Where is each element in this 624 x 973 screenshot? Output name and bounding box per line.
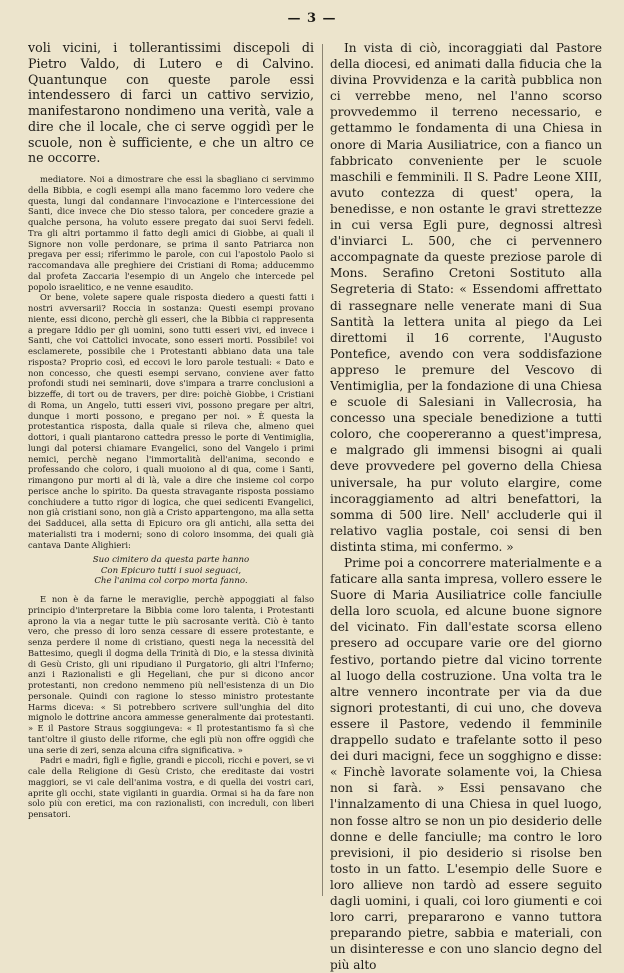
body-paragraph-1: In vista di ciò, incoraggiati dal Pastore della diocesi, ed animati dalla fiducia che la divina Provvidenza e la carità pubblica non ci verrebbe meno, nel l'anno scorso provvedemmo il terreno necessario, e gettammo le fondamenta di una Chiesa in onore di Maria Ausiliatrice, con a fianco un fabbricato conveniente per le scuole maschili e femminili. Il S. Padre Leone XIII, avuto contezza di quest' opera, la benedisse, e non ostante le gravi strettezze in cui versa Egli pure, degnossi altresì d'inviarci L. 500, che ci pervennero accompagnate da queste preziose parole di Mons. Serafino Cretoni Sostituto alla Segreteria di Stato: « Essendomi affrettato di rassegnare nelle venerate mani di Sua Santità la lettera unita al piego da Lei direttomi il 16 corrente, l'Augusto Pontefice, avendo con vera soddisfazione appreso le premure del Vescovo di Ventimiglia, per la fondazione di una Chiesa e scuole di Salesiani in Vallecrosia, ha concesso una speciale benedizione a tutti coloro, che coopereranno a quest'impresa, e malgrado gli immensi bisogni ai quali deve provvedere pel governo della Chiesa universale, ha pur voluto elargire, come incoraggiamento ad altri benefattori, la somma di 500 lire. Nell' accluderle qui il relativo vaglia postale, coi sensi di ben distinta stima, mi confermo. » [330, 41, 602, 554]
footnote-paragraph-1: mediatore. Noi a dimostrare che essi la sbagliano ci servimmo della Bibbia, e cogli esempi alla mano facemmo loro vedere che questa, lungi dal condannare l'invocazione e l'intercessione dei Santi, dice invece che Dio stesso talora, per concedere grazie a qualche persona, ha voluto essere pregato dai suoi Servi fedeli. Tra gli altri portammo il fatto degli amici di Giobbe, ai quali il Signore non volle perdonare, se prima il santo Patriarca non pregava per essi; riferimmo le parole, con cui l'apostolo Paolo si raccomandava alle preghiere dei Cristiani di Roma; adducemmo dal profeta Zaccaria l'esempio di un Angelo che intercede pel popolo israelitico, e ne venne esaudito. [28, 174, 314, 292]
footnote-paragraph-3: E non è da farne le meraviglie, perchè appoggiati al falso principio d'interpretare la Bibbia come loro talenta, i Protestanti aprono la via a negar tutte le più sacrosante verità. Ciò è tanto vero, che presso di loro senza cessare di essere protestante, e senza perdere il nome di cristiano, questi nega la necessità del Battesimo, quegli il dogma della Trinità di Dio, e la stessa divinità di Gesù Cristo, gli uni ripudiano il Purgatorio, gli altri l'Inferno; anzi i Razionalisti e gli Hegeliani, che pur si dicono ancor protestanti, non credono nemmeno più nell'esistenza di un Dio personale. Quindi con ragione lo stesso ministro protestante Harms diceva: « Si potrebbero scrivere sull'unghia del dito mignolo le dottrine ancora ammesse generalmente dai protestanti. » E il Pastore Straus soggiungeva: « Il protestantismo fa sì che tant'oltre il giusto delle riforme, che egli più non offre oggidì che una serie di zeri, senza alcuna cifra significativa. » [28, 594, 314, 755]
left-column [28, 40, 314, 820]
right-column [330, 40, 602, 973]
page-number: — 3 — [287, 11, 337, 26]
dante-quotation [28, 555, 314, 587]
column-divider [322, 44, 323, 896]
poem-line-2: Con Epicuro tutti i suoi seguaci, [100, 565, 242, 576]
poem-line-3: Che l'anima col corpo morta fanno. [94, 576, 248, 587]
poem-line-1: Suo cimitero da questa parte hanno [92, 555, 250, 566]
footnote-block [28, 174, 314, 820]
footnote-paragraph-4: Padri e madri, figli e figlie, grandi e piccoli, ricchi e poveri, se vi cale della Religione di Gesù Cristo, che ereditaste dai vostri maggiori, se vi cale dell'anima vostra, e di quella dei vostri cari, aprite gli occhi, state vigilanti in guardia. Ormai si ha da fare non solo più con eretici, ma con razionalisti, con increduli, con liberi pensatori. [28, 755, 314, 820]
body-paragraph-2: Prime poi a concorrere materialmente e a faticare alla santa impresa, vollero essere le Suore di Maria Ausiliatrice colle fanciulle della loro scuola, ed alcune buone signore del vicinato. Fin dall'estate scorsa elleno presero ad occupare varie ore del giorno festivo, portando pietre dal vicino torrente al luogo della costruzione. Una volta tra le altre vennero incontrate per via da due signori protestanti, di cui uno, che doveva essere il Pastore, vedendo il femminile drappello sudato e trafelante sotto il peso dei duri macigni, fece un sogghigno e disse: « Finchè lavorate solamente voi, la Chiesa non si farà. » Essi pensavano che l'innalzamento di una Chiesa in quel luogo, non fosse altro se non un pio desiderio delle donne e delle fanciulle; ma contro le loro previsioni, il pio desiderio si risolse ben tosto in un fatto. L'esempio delle Suore e loro allieve non tardò ad essere seguito dagli uomini, i quali, coi loro giumenti e coi loro carri, prepararono e vanno tuttora preparando pietre, sabbia e materiali, con un disinteresse e con uno slancio degno del più alto [330, 556, 602, 973]
lead-paragraph: voli vicini, i tollerantissimi discepoli di Pietro Valdo, di Lutero e di Calvino. Quantunque con queste parole essi intendessero di farci un cattivo servizio, manifestarono nondimeno una verità, vale a dire che il locale, che ci serve oggidì per le scuole, non è sufficiente, e che un altro ce ne occorre. [28, 40, 314, 166]
footnote-paragraph-2: Or bene, volete sapere quale risposta diedero a questi fatti i nostri avversarii? Roccia in sostanza: Questi esempi provano niente, essi dicono, perchè gli esseri, che la Bibbia ci rappresenta a pregare Iddio per gli uomini, sono tutti esseri vivi, ed invece i Santi, che voi Cattolici invocate, sono esseri morti. Possibile! voi esclamerete, possibile che i Protestanti abbiano data una tale risposta? Proprio così, ed eccovi le loro parole testuali: « Dato e non concesso, che questi esempi servano, conviene aver fatto profondi studi nei seminarii, dove s'impara a trarre conclusioni a bizzeffe, di tort ou de travers, per dire: poichè Giobbe, i Cristiani di Roma, un Angelo, tutti esseri vivi, possono pregare per altri, dunque i morti possono, e pregano per noi. » È questa la protestantica risposta, dalla quale si rileva che, almeno quei dottori, i quali piantarono cattedra presso le porte di Ventimiglia, lungi dal potersi chiamare Evangelici, sono del Vangelo i primi nemici, perchè negano l'immortalità dell'anima, secondo e professando che coloro, i quali muoiono al di qua, come i Santi, rimangono pur morti al di là, vale a dire che insieme col corpo perisce anche lo spirito. Da questa stravagante risposta possiamo conchiudere a tutto rigor di logica, che quei sedicenti Evangelici, non già cristiani sono, non già a Cristo appartengono, ma alla setta dei Sadducei, alla setta di Epicuro ora gli antichi, alla setta dei materialisti tra i moderni; sono di coloro insomma, dei quali già cantava Dante Alighieri: [28, 292, 314, 550]
